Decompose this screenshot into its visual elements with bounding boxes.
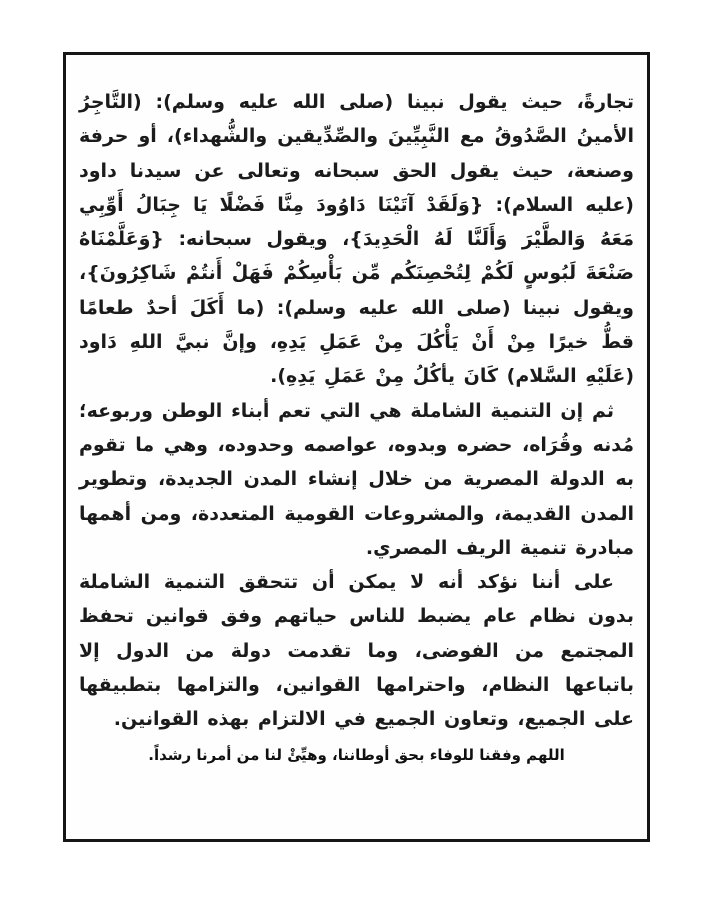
paragraph-trade-and-craft-hadith: تجارةً، حيث يقول نبينا (صلى الله عليه وسلم): (التَّاجِرُ الأمينُ الصَّدُوقُ مع النَّبِيِّينَ والصِّدِّيقين والشُّهداء)، أو حرفة وصنعة، حيث يقول الحق سبحانه وتعالى عن سيدنا داود (عليه السلام): {وَلَقَدْ آتَيْنَا دَاوُودَ مِنَّا فَضْلًا يَا جِبَالُ أَوِّبِي مَعَهُ وَالطَّيْرَ وَأَلَنَّا لَهُ الْحَدِيدَ}، ويقول سبحانه: {وَعَلَّمْنَاهُ صَنْعَةَ لَبُوسٍ لَكُمْ لِتُحْصِنَكُم مِّن بَأْسِكُمْ فَهَلْ أَنتُمْ شَاكِرُونَ}، ويقول نبينا (صلى الله عليه وسلم): (ما أَكَلَ أحدٌ طعامًا قطُّ خيرًا مِنْ أَنْ يَأْكُلَ مِنْ عَمَلِ يَدِهِ، وإنَّ نبيَّ اللهِ دَاود (عَلَيْهِ السَّلام) كَانَ يأكُلُ مِنْ عَمَلِ يَدِهِ). — [79, 91, 634, 388]
paragraph-comprehensive-development: ثم إن التنمية الشاملة هي التي تعم أبناء الوطن وربوعه؛ مُدنه وقُرَاه، حضره وبدوه، عواصمه وحدوده، وهي ما تقوم به الدولة المصرية من خلال إنشاء المدن الجديدة، وتطوير المدن القديمة، والمشروعات القومية المتعددة، ومن أهمها مبادرة تنمية الريف المصري. — [79, 399, 634, 559]
document-frame — [63, 52, 650, 842]
closing-supplication-line: اللهم وفقنا للوفاء بحق أوطاننا، وهيِّئْ لنا من أمرنا رشداً. — [148, 745, 565, 764]
paragraph-order-and-laws: على أننا نؤكد أنه لا يمكن أن تتحقق التنمية الشاملة بدون نظام عام يضبط للناس حياتهم وفق قوانين تحفظ المجتمع من الفوضى، وما تقدمت دولة من الدول إلا باتباعها النظام، واحترامها القوانين، والتزامها بتطبيقها على الجميع، وتعاون الجميع في الالتزام بهذه القوانين. — [79, 571, 634, 731]
